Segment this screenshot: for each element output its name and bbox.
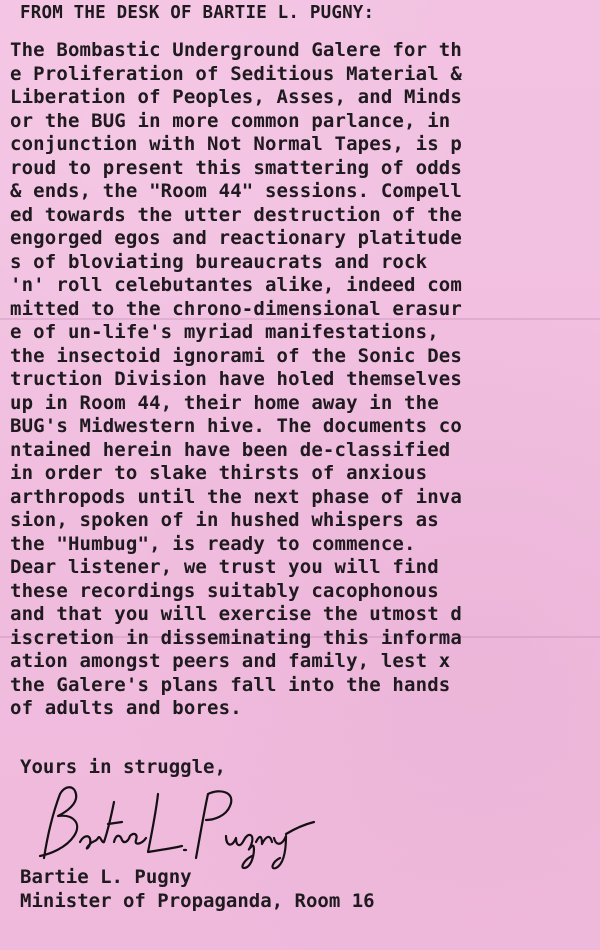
body-line: Dear listener, we trust you will find — [10, 556, 439, 578]
letter-closing: Yours in struggle, — [20, 756, 226, 778]
body-line: ntained herein have been de-classified — [10, 438, 451, 461]
body-line: truction Division have holed themselves — [10, 368, 462, 390]
body-line: in order to slake thirsts of anxious — [10, 462, 428, 484]
body-line: ed towards the utter destruction of the — [10, 203, 462, 226]
body-line: e of un-life's myriad manifestations, — [10, 321, 439, 343]
body-line: roud to present this smattering of odds — [10, 156, 462, 179]
signer-title: Minister of Propaganda, Room 16 — [20, 890, 375, 912]
body-line: these recordings suitably cacophonous — [10, 579, 439, 602]
body-line: BUG's Midwestern hive. The documents co — [10, 415, 462, 437]
body-line: sion, spoken of in hushed whispers as — [10, 509, 439, 531]
body-line: & ends, the "Room 44" sessions. Compell — [10, 180, 462, 202]
body-line: conjunction with Not Normal Tapes, is p — [10, 133, 462, 155]
body-line: ation amongst peers and family, lest x — [10, 650, 451, 672]
letter-body — [10, 39, 462, 721]
body-line: e Proliferation of Seditious Material & — [10, 62, 462, 85]
letter-header: FROM THE DESK OF BARTIE L. PUGNY: — [20, 3, 375, 23]
handwritten-signature — [30, 772, 320, 872]
body-line: or the BUG in more common parlance, in — [10, 109, 451, 132]
body-line: the insectoid ignorami of the Sonic Des — [10, 344, 462, 367]
body-line: and that you will exercise the utmost d — [10, 603, 462, 625]
body-line: iscretion in disseminating this informa — [10, 626, 462, 649]
body-line: 'n' roll celebutantes alike, indeed com — [10, 274, 462, 296]
body-line: s of bloviating bureaucrats and rock — [10, 250, 428, 273]
body-line: arthropods until the next phase of inva — [10, 485, 462, 508]
signer-name: Bartie L. Pugny — [20, 866, 192, 888]
body-line: The Bombastic Underground Galere for th — [10, 39, 462, 61]
body-line: engorged egos and reactionary platitude — [10, 227, 462, 249]
body-line: mitted to the chrono-dimensional erasur — [10, 297, 462, 320]
body-line: up in Room 44, their home away in the — [10, 391, 439, 414]
body-line: the "Humbug", is ready to commence. — [10, 532, 416, 555]
body-line: Liberation of Peoples, Asses, and Minds — [10, 86, 462, 108]
body-line: of adults and bores. — [10, 697, 242, 719]
body-line: the Galere's plans fall into the hands — [10, 673, 451, 696]
